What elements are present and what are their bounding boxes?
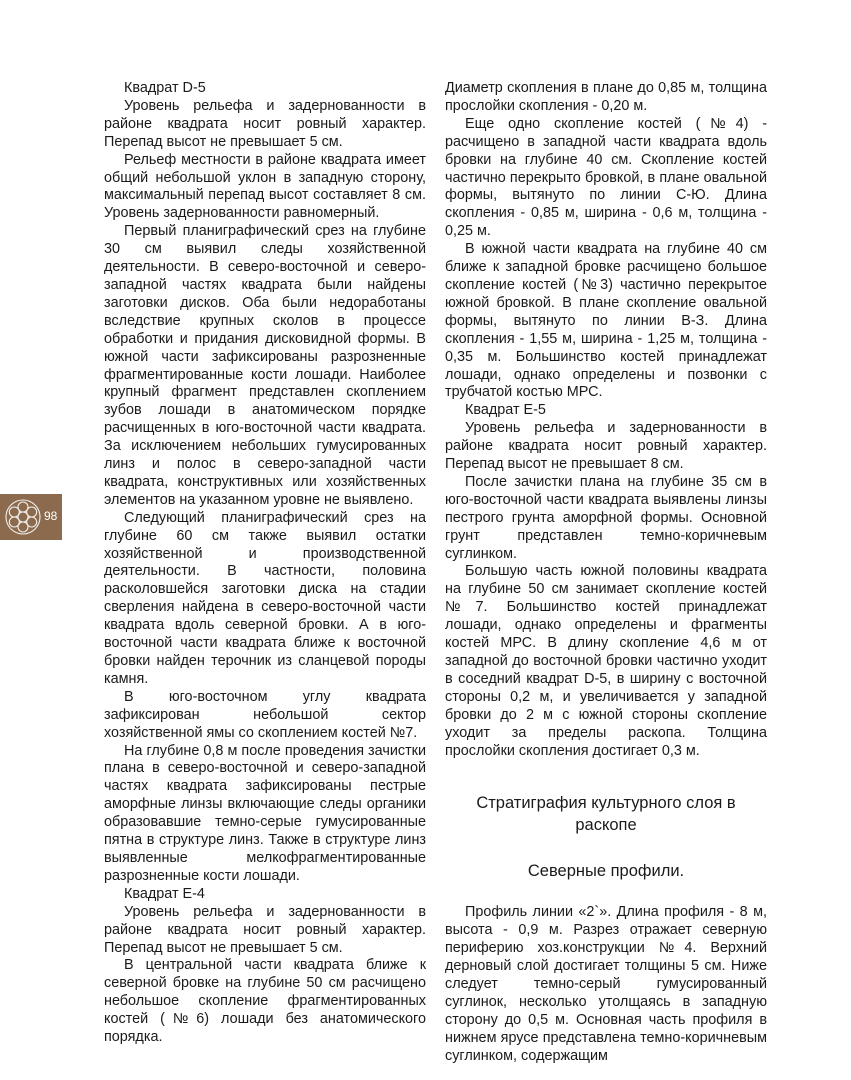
- paragraph: Еще одно скопление костей (№4) - расчищено в западной части квадрата вдоль бровки на глубине 40 см. Скопление костей частично перекрыто бровкой, в плане овальной формы, вытянуто по линии С-Ю. Длина скопления - 0,85 м, ширина - 0,6 м, толщина - 0,25 м.: [445, 115, 767, 240]
- paragraph: Первый планиграфический срез на глубине 30 см выявил следы хозяйственной деятельности. В северо-восточной и северо-западной частях квадрата были найдены заготовки дисков. Оба были недоработаны вследствие крупных сколов в процессе обработки и придания дисковидной формы. В южной части зафиксированы разрозненные фрагментированные кости лошади. Наиболее крупный фрагмент представлен скоплением зубов лошади в анатомическом порядке расчищенных в юго-восточной части квадрата. За исключением небольших гумусированных линз и полос в северо-западной части квадрата, конструктивных или хозяйственных элементов на указанном уровне не выявлено.: [104, 223, 426, 508]
- section-heading: Квадрат Е-4: [124, 885, 205, 902]
- section-subtitle: Северные профили.: [527, 862, 685, 881]
- paragraph: В юго-восточном углу квадрата зафиксирован небольшой сектор хозяйственной ямы со скоплением костей №7.: [104, 688, 426, 741]
- paragraph: Диаметр скопления в плане до 0,85 м, толщина прослойки скопления - 0,20 м.: [445, 80, 767, 114]
- page-number-tab: [0, 494, 62, 540]
- paragraph: Уровень рельефа и задернованности в районе квадрата носит ровный характер. Перепад высот не превышает 5 см.: [104, 903, 426, 956]
- paragraph: Большую часть южной половины квадрата на глубине 50 см занимает скопление костей №7. Большинство костей принадлежат лошади, однако определены и фрагменты костей МРС. В длину скопление 4,6 м от западной до восточной бровки частично уходит в соседний квадрат D-5, в ширину с восточной стороны 0,2 м, и увеличивается у западной бровки до 2 м с южной стороны скопление уходит за пределы раскопа. Толщина прослойки скопления достигает 0,3 м.: [445, 563, 767, 759]
- page-number: 98: [44, 509, 58, 523]
- paragraph: Рельеф местности в районе квадрата имеет общий небольшой уклон в западную сторону, максимальный перепад высот составляет 8 см. Уровень задернованности равномерный.: [104, 151, 426, 222]
- left-column: [104, 80, 426, 1047]
- section-heading: Квадрат Е-5: [465, 402, 546, 419]
- ornament-icon: [4, 498, 42, 536]
- section-title: Стратиграфия культурного слоя в раскопе: [476, 794, 736, 835]
- section-heading: Квадрат D-5: [124, 80, 206, 96]
- paragraph: В центральной части квадрата ближе к северной бровке на глубине 50 см расчищено небольшое скопление фрагментированных костей (№6) лошади без анатомического порядка.: [104, 957, 426, 1046]
- paragraph: Следующий планиграфический срез на глубине 60 см также выявил остатки хозяйственной и производственной деятельности. В частности, половина расколовшейся заготовки диска на стадии сверления найдена в северо-восточной части квадрата вдоль северной бровки. А в юго-восточной части квадрата ближе к восточной бровки найден терочник из сланцевой породы камня.: [104, 509, 426, 687]
- right-column: [445, 80, 767, 1066]
- paragraph: Уровень рельефа и задернованности в районе квадрата носит ровный характер. Перепад высот не превышает 5 см.: [104, 97, 426, 150]
- paragraph: После зачистки плана на глубине 35 см в юго-восточной части квадрата выявлены линзы пестрого грунта аморфной формы. Основной грунт представлен темно-коричневым суглинком.: [445, 473, 767, 562]
- paragraph: Уровень рельефа и задернованности в районе квадрата носит ровный характер. Перепад высот не превышает 8 см.: [445, 420, 767, 473]
- paragraph: В южной части квадрата на глубине 40 см ближе к западной бровке расчищено большое скопление костей (№3) частично перекрытое южной бровкой. В плане скопление овальной формы, вытянуто по линии В-З. Длина скопления - 1,55 м, ширина - 1,25 м, толщина - 0,35 м. Большинство костей принадлежат лошади, однако определены и позвонки с трубчатой костью МРС.: [445, 241, 767, 401]
- paragraph: Профиль линии «2`». Длина профиля - 8 м, высота - 0,9 м. Разрез отражает северную периферию хоз.конструкции №4. Верхний дерновый слой достигает толщины 5 см. Ниже следует темно-серый гумусированный суглинок, несколько утолщаясь в западную сторону до 0,5 м. Основная часть профиля в нижнем ярусе представлена темно-коричневым суглинком, содержащим: [445, 904, 767, 1064]
- paragraph: На глубине 0,8 м после проведения зачистки плана в северо-восточной и северо-западной частях квадрата зафиксированы пестрые аморфные линзы включающие следы органики образовавшие темно-серые гумусированные пятна в структуре линз. Также в структуре линз выявленные мелкофрагментированные разрозненные кости лошади.: [104, 742, 426, 884]
